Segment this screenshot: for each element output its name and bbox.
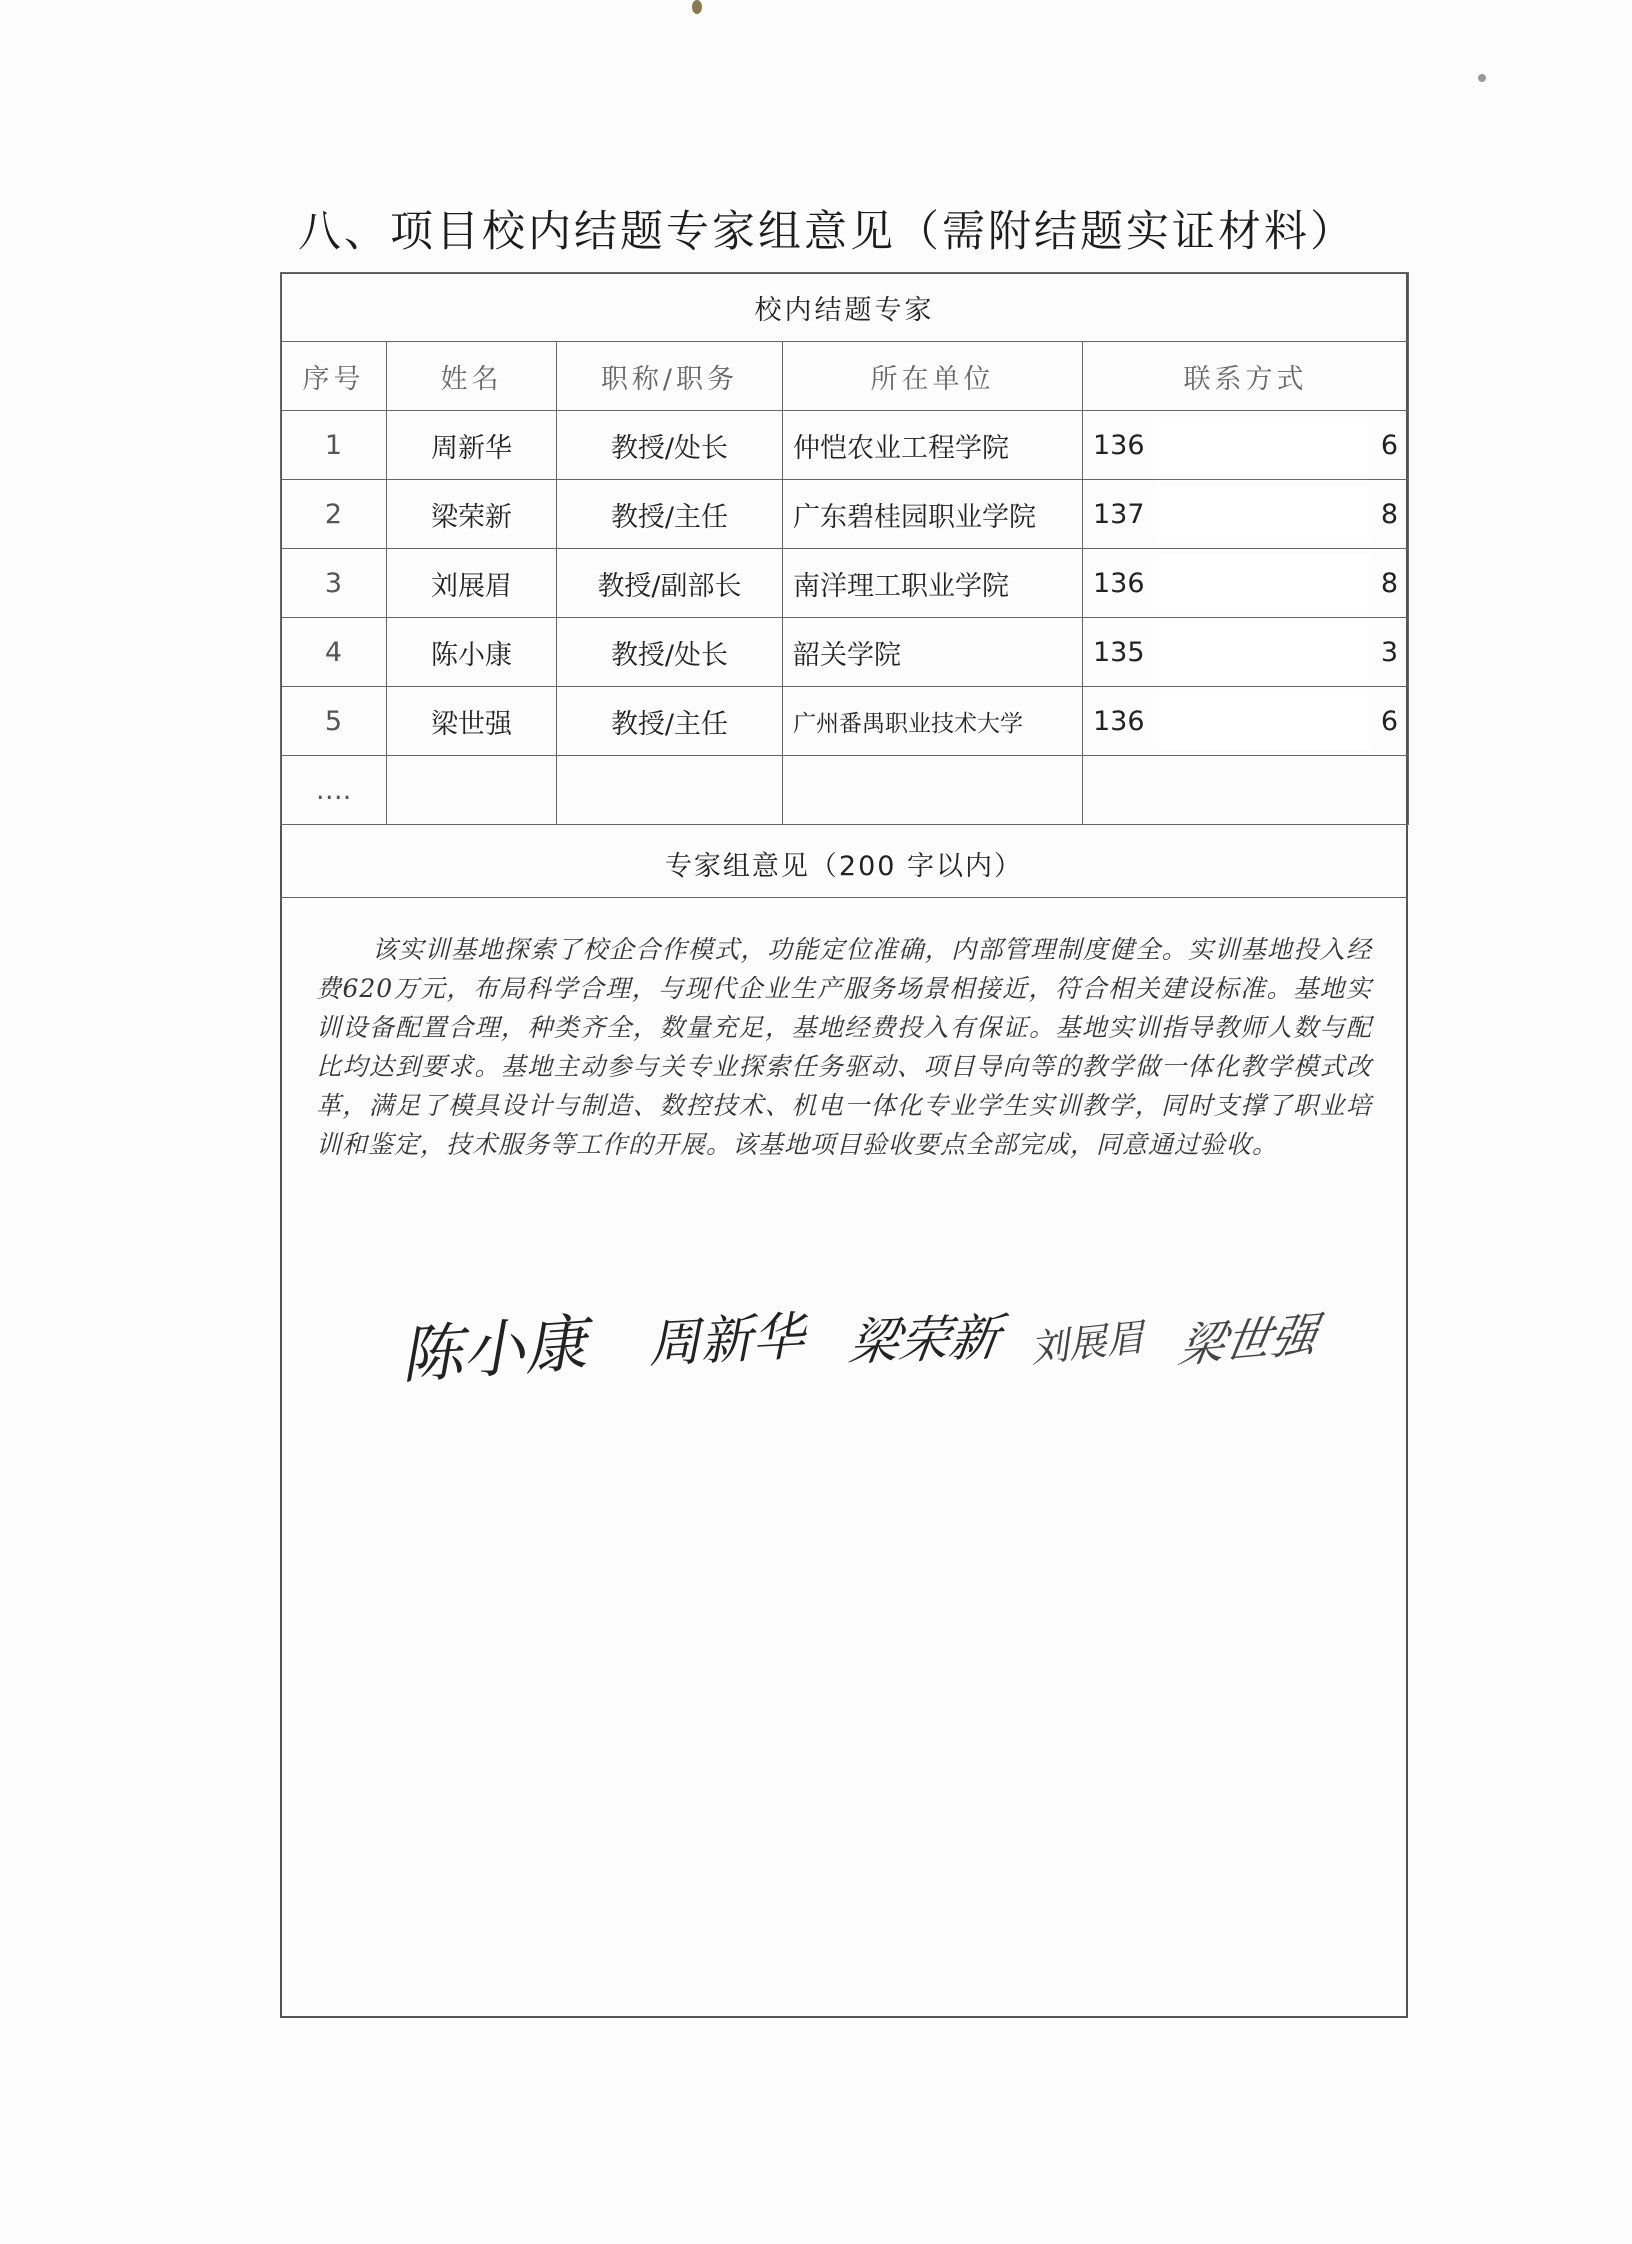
cell-title: 教授/副部长 xyxy=(557,549,783,618)
signature: 梁荣新 xyxy=(845,1308,1004,1372)
cell-name: 陈小康 xyxy=(387,618,557,687)
phone-start: 136 xyxy=(1093,429,1145,461)
signature: 梁世强 xyxy=(1174,1306,1323,1374)
table-caption-row xyxy=(281,273,1409,342)
phone-start: 135 xyxy=(1093,636,1145,668)
cell-contact xyxy=(1083,411,1409,480)
signature: 刘展眉 xyxy=(1028,1315,1147,1371)
cell-name: 刘展眉 xyxy=(387,549,557,618)
cell-no: 3 xyxy=(281,549,387,618)
phone-start: 136 xyxy=(1093,705,1145,737)
redaction-mask xyxy=(1157,693,1369,749)
table-row xyxy=(281,480,1409,549)
cell-empty xyxy=(783,756,1083,825)
cell-contact xyxy=(1083,549,1409,618)
signature: 陈小康 xyxy=(398,1306,589,1393)
redaction-mask xyxy=(1157,486,1369,542)
cell-unit: 韶关学院 xyxy=(783,618,1083,687)
redaction-mask xyxy=(1157,555,1369,611)
section-heading: 八、项目校内结题专家组意见（需附结题实证材料） xyxy=(298,207,1356,257)
phone-end: 6 xyxy=(1380,429,1399,461)
cell-unit: 仲恺农业工程学院 xyxy=(783,411,1083,480)
cell-title: 教授/处长 xyxy=(557,411,783,480)
table-row xyxy=(281,411,1409,480)
cell-empty xyxy=(1083,756,1409,825)
cell-name: 周新华 xyxy=(387,411,557,480)
table-row xyxy=(281,549,1409,618)
cell-contact xyxy=(1083,687,1409,756)
cell-no: 1 xyxy=(281,411,387,480)
cell-unit: 广东碧桂园职业学院 xyxy=(783,480,1083,549)
cell-no: 4 xyxy=(281,618,387,687)
phone-start: 137 xyxy=(1093,498,1145,530)
cell-ellipsis: …. xyxy=(281,756,387,825)
cell-unit: 广州番禺职业技术大学 xyxy=(783,687,1083,756)
header-no: 序号 xyxy=(281,342,387,411)
redaction-mask xyxy=(1157,624,1369,680)
cell-title: 教授/主任 xyxy=(557,480,783,549)
table-row xyxy=(281,687,1409,756)
cell-no: 5 xyxy=(281,687,387,756)
cell-empty xyxy=(387,756,557,825)
cell-no: 2 xyxy=(281,480,387,549)
cell-empty xyxy=(557,756,783,825)
cell-contact xyxy=(1083,480,1409,549)
signature-area xyxy=(380,1290,1380,1400)
table-header-row xyxy=(281,342,1409,411)
header-title: 职称/职务 xyxy=(557,342,783,411)
scan-speck xyxy=(1478,74,1486,82)
redaction-mask xyxy=(1157,417,1369,473)
cell-unit: 南洋理工职业学院 xyxy=(783,549,1083,618)
table-caption: 校内结题专家 xyxy=(281,273,1409,342)
scan-speck xyxy=(692,0,702,14)
cell-contact xyxy=(1083,618,1409,687)
opinion-text: 该实训基地探索了校企合作模式，功能定位准确，内部管理制度健全。实训基地投入经费620万元，布局科学合理，与现代企业生产服务场景相接近，符合相关建设标准。基地实训设备配置合理，种类齐全，数量充足，基地经费投入有保证。基地实训指导教师人数与配比均达到要求。基地主动参与关专业探索任务驱动、项目导向等的教学做一体化教学模式改革，满足了模具设计与制造、数控技术、机电一体化专业学生实训教学，同时支撑了职业培训和鉴定，技术服务等工作的开展。该基地项目验收要点全部完成，同意通过验收。 xyxy=(316,935,1372,1159)
phone-end: 6 xyxy=(1380,705,1399,737)
table-row xyxy=(281,618,1409,687)
signature: 周新华 xyxy=(646,1306,806,1376)
phone-end: 8 xyxy=(1380,498,1399,530)
phone-start: 136 xyxy=(1093,567,1145,599)
cell-name: 梁世强 xyxy=(387,687,557,756)
header-contact: 联系方式 xyxy=(1083,342,1409,411)
cell-title: 教授/主任 xyxy=(557,687,783,756)
header-name: 姓名 xyxy=(387,342,557,411)
opinion-title: 专家组意见（200 字以内） xyxy=(280,830,1408,898)
phone-end: 8 xyxy=(1380,567,1399,599)
cell-title: 教授/处长 xyxy=(557,618,783,687)
header-unit: 所在单位 xyxy=(783,342,1083,411)
cell-name: 梁荣新 xyxy=(387,480,557,549)
expert-table xyxy=(280,272,1409,825)
phone-end: 3 xyxy=(1380,636,1399,668)
table-row xyxy=(281,756,1409,825)
